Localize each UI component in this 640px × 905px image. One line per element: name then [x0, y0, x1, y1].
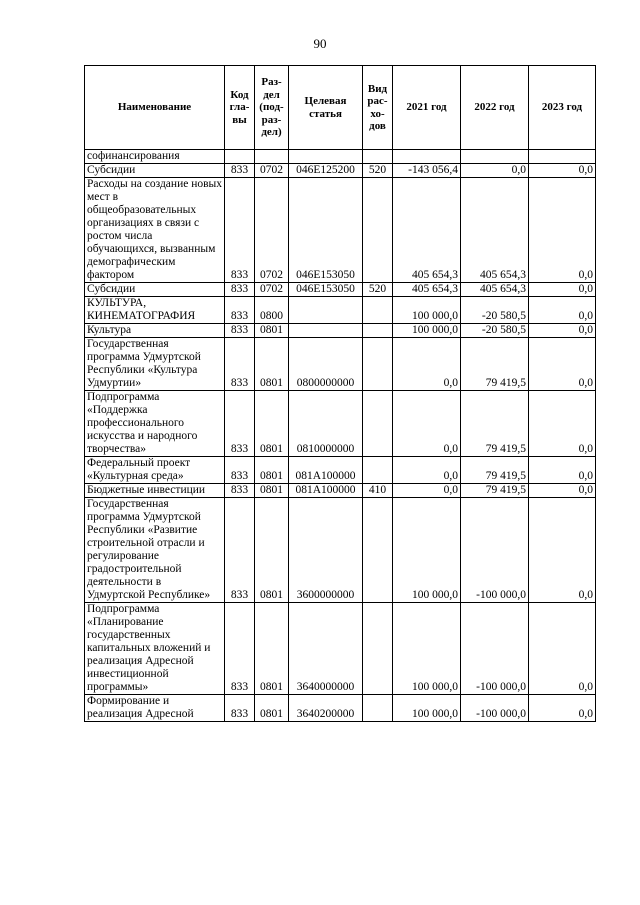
cell-2022: 79 419,5 — [461, 457, 529, 484]
cell-2023: 0,0 — [529, 178, 596, 283]
cell-2022 — [461, 150, 529, 164]
cell-2023: 0,0 — [529, 457, 596, 484]
cell-2022: 79 419,5 — [461, 338, 529, 391]
cell-chapter-code: 833 — [225, 457, 255, 484]
cell-2023: 0,0 — [529, 391, 596, 457]
cell-target-article — [289, 324, 363, 338]
table-row — [85, 150, 596, 164]
cell-name: КУЛЬТУРА, КИНЕМАТОГРАФИЯ — [85, 297, 225, 324]
header-2022: 2022 год — [461, 66, 529, 150]
cell-2021: 0,0 — [393, 391, 461, 457]
cell-target-article: 0800000000 — [289, 338, 363, 391]
header-2021: 2021 год — [393, 66, 461, 150]
cell-section: 0702 — [255, 164, 289, 178]
cell-section: 0801 — [255, 695, 289, 722]
cell-2021: 100 000,0 — [393, 498, 461, 603]
cell-chapter-code: 833 — [225, 164, 255, 178]
cell-chapter-code: 833 — [225, 391, 255, 457]
header-2023: 2023 год — [529, 66, 596, 150]
cell-target-article — [289, 150, 363, 164]
cell-chapter-code: 833 — [225, 178, 255, 283]
header-section: Раз- дел (под- раз- дел) — [255, 66, 289, 150]
cell-expense-type: 520 — [363, 283, 393, 297]
cell-expense-type — [363, 150, 393, 164]
cell-2022: -20 580,5 — [461, 297, 529, 324]
table-row — [85, 391, 596, 457]
cell-chapter-code: 833 — [225, 338, 255, 391]
cell-name: Подпрограмма «Поддержка профессионального искусства и народного творчества» — [85, 391, 225, 457]
cell-expense-type — [363, 695, 393, 722]
cell-chapter-code: 833 — [225, 695, 255, 722]
cell-2023: 0,0 — [529, 297, 596, 324]
cell-target-article: 3640200000 — [289, 695, 363, 722]
cell-section: 0801 — [255, 391, 289, 457]
cell-section: 0801 — [255, 324, 289, 338]
cell-name: Бюджетные инвестиции — [85, 484, 225, 498]
cell-section: 0801 — [255, 338, 289, 391]
cell-name: Федеральный проект «Культурная среда» — [85, 457, 225, 484]
cell-name: Государственная программа Удмуртской Республики «Культура Удмуртии» — [85, 338, 225, 391]
cell-chapter-code: 833 — [225, 603, 255, 695]
cell-2021 — [393, 150, 461, 164]
cell-chapter-code — [225, 150, 255, 164]
header-name: Наименование — [85, 66, 225, 150]
cell-target-article: 0810000000 — [289, 391, 363, 457]
cell-2022: 0,0 — [461, 164, 529, 178]
cell-expense-type — [363, 498, 393, 603]
table-row — [85, 498, 596, 603]
cell-chapter-code: 833 — [225, 498, 255, 603]
cell-section: 0801 — [255, 484, 289, 498]
cell-2021: 100 000,0 — [393, 603, 461, 695]
table-row — [85, 484, 596, 498]
cell-2023: 0,0 — [529, 283, 596, 297]
table-row — [85, 338, 596, 391]
header-expense-type: Вид рас- хо- дов — [363, 66, 393, 150]
cell-2022: 405 654,3 — [461, 178, 529, 283]
cell-name: софинансирования — [85, 150, 225, 164]
cell-chapter-code: 833 — [225, 297, 255, 324]
cell-section: 0702 — [255, 283, 289, 297]
cell-expense-type: 410 — [363, 484, 393, 498]
cell-target-article: 046Е153050 — [289, 283, 363, 297]
cell-target-article: 081А100000 — [289, 457, 363, 484]
cell-section — [255, 150, 289, 164]
cell-2023: 0,0 — [529, 695, 596, 722]
table-row — [85, 603, 596, 695]
cell-2021: 100 000,0 — [393, 324, 461, 338]
cell-2023: 0,0 — [529, 324, 596, 338]
cell-2022: -100 000,0 — [461, 603, 529, 695]
cell-target-article: 046Е153050 — [289, 178, 363, 283]
cell-target-article: 081А100000 — [289, 484, 363, 498]
cell-section: 0801 — [255, 457, 289, 484]
cell-expense-type — [363, 338, 393, 391]
cell-2023 — [529, 150, 596, 164]
cell-expense-type: 520 — [363, 164, 393, 178]
cell-2021: 100 000,0 — [393, 695, 461, 722]
cell-target-article — [289, 297, 363, 324]
cell-section: 0801 — [255, 498, 289, 603]
cell-2021: 0,0 — [393, 484, 461, 498]
cell-2021: 0,0 — [393, 457, 461, 484]
cell-2022: -100 000,0 — [461, 695, 529, 722]
cell-target-article: 3640000000 — [289, 603, 363, 695]
cell-expense-type — [363, 457, 393, 484]
table-body — [85, 150, 596, 722]
cell-expense-type — [363, 603, 393, 695]
cell-expense-type — [363, 324, 393, 338]
cell-name: Субсидии — [85, 164, 225, 178]
table-row — [85, 457, 596, 484]
cell-name: Культура — [85, 324, 225, 338]
cell-2021: -143 056,4 — [393, 164, 461, 178]
cell-2022: -100 000,0 — [461, 498, 529, 603]
cell-2021: 100 000,0 — [393, 297, 461, 324]
cell-chapter-code: 833 — [225, 324, 255, 338]
table-row — [85, 283, 596, 297]
cell-2023: 0,0 — [529, 484, 596, 498]
cell-2022: 405 654,3 — [461, 283, 529, 297]
cell-chapter-code: 833 — [225, 283, 255, 297]
table-row — [85, 324, 596, 338]
cell-target-article: 3600000000 — [289, 498, 363, 603]
header-chapter-code: Код гла- вы — [225, 66, 255, 150]
budget-table — [84, 65, 596, 722]
cell-name: Расходы на создание новых мест в общеобразовательных организациях в связи с ростом числа обучающихся, вызванным демографическим фактором — [85, 178, 225, 283]
cell-expense-type — [363, 178, 393, 283]
table-row — [85, 164, 596, 178]
cell-2023: 0,0 — [529, 338, 596, 391]
cell-expense-type — [363, 391, 393, 457]
cell-2023: 0,0 — [529, 603, 596, 695]
header-target-article: Целевая статья — [289, 66, 363, 150]
cell-2023: 0,0 — [529, 498, 596, 603]
cell-2023: 0,0 — [529, 164, 596, 178]
page-number: 90 — [313, 36, 327, 51]
table-header-row — [85, 66, 596, 150]
cell-target-article: 046Е125200 — [289, 164, 363, 178]
cell-name: Формирование и реализация Адресной — [85, 695, 225, 722]
cell-section: 0702 — [255, 178, 289, 283]
cell-2021: 405 654,3 — [393, 283, 461, 297]
table-row — [85, 178, 596, 283]
cell-expense-type — [363, 297, 393, 324]
cell-name: Субсидии — [85, 283, 225, 297]
cell-section: 0800 — [255, 297, 289, 324]
cell-2022: 79 419,5 — [461, 484, 529, 498]
cell-2021: 0,0 — [393, 338, 461, 391]
cell-section: 0801 — [255, 603, 289, 695]
table-row — [85, 297, 596, 324]
table-row — [85, 695, 596, 722]
cell-2022: 79 419,5 — [461, 391, 529, 457]
cell-2021: 405 654,3 — [393, 178, 461, 283]
cell-name: Подпрограмма «Планирование государственных капитальных вложений и реализация Адресной инвестиционной программы» — [85, 603, 225, 695]
cell-name: Государственная программа Удмуртской Республики «Развитие строительной отрасли и регулирование градостроительной деятельности в Удмуртской Республике» — [85, 498, 225, 603]
cell-2022: -20 580,5 — [461, 324, 529, 338]
cell-chapter-code: 833 — [225, 484, 255, 498]
